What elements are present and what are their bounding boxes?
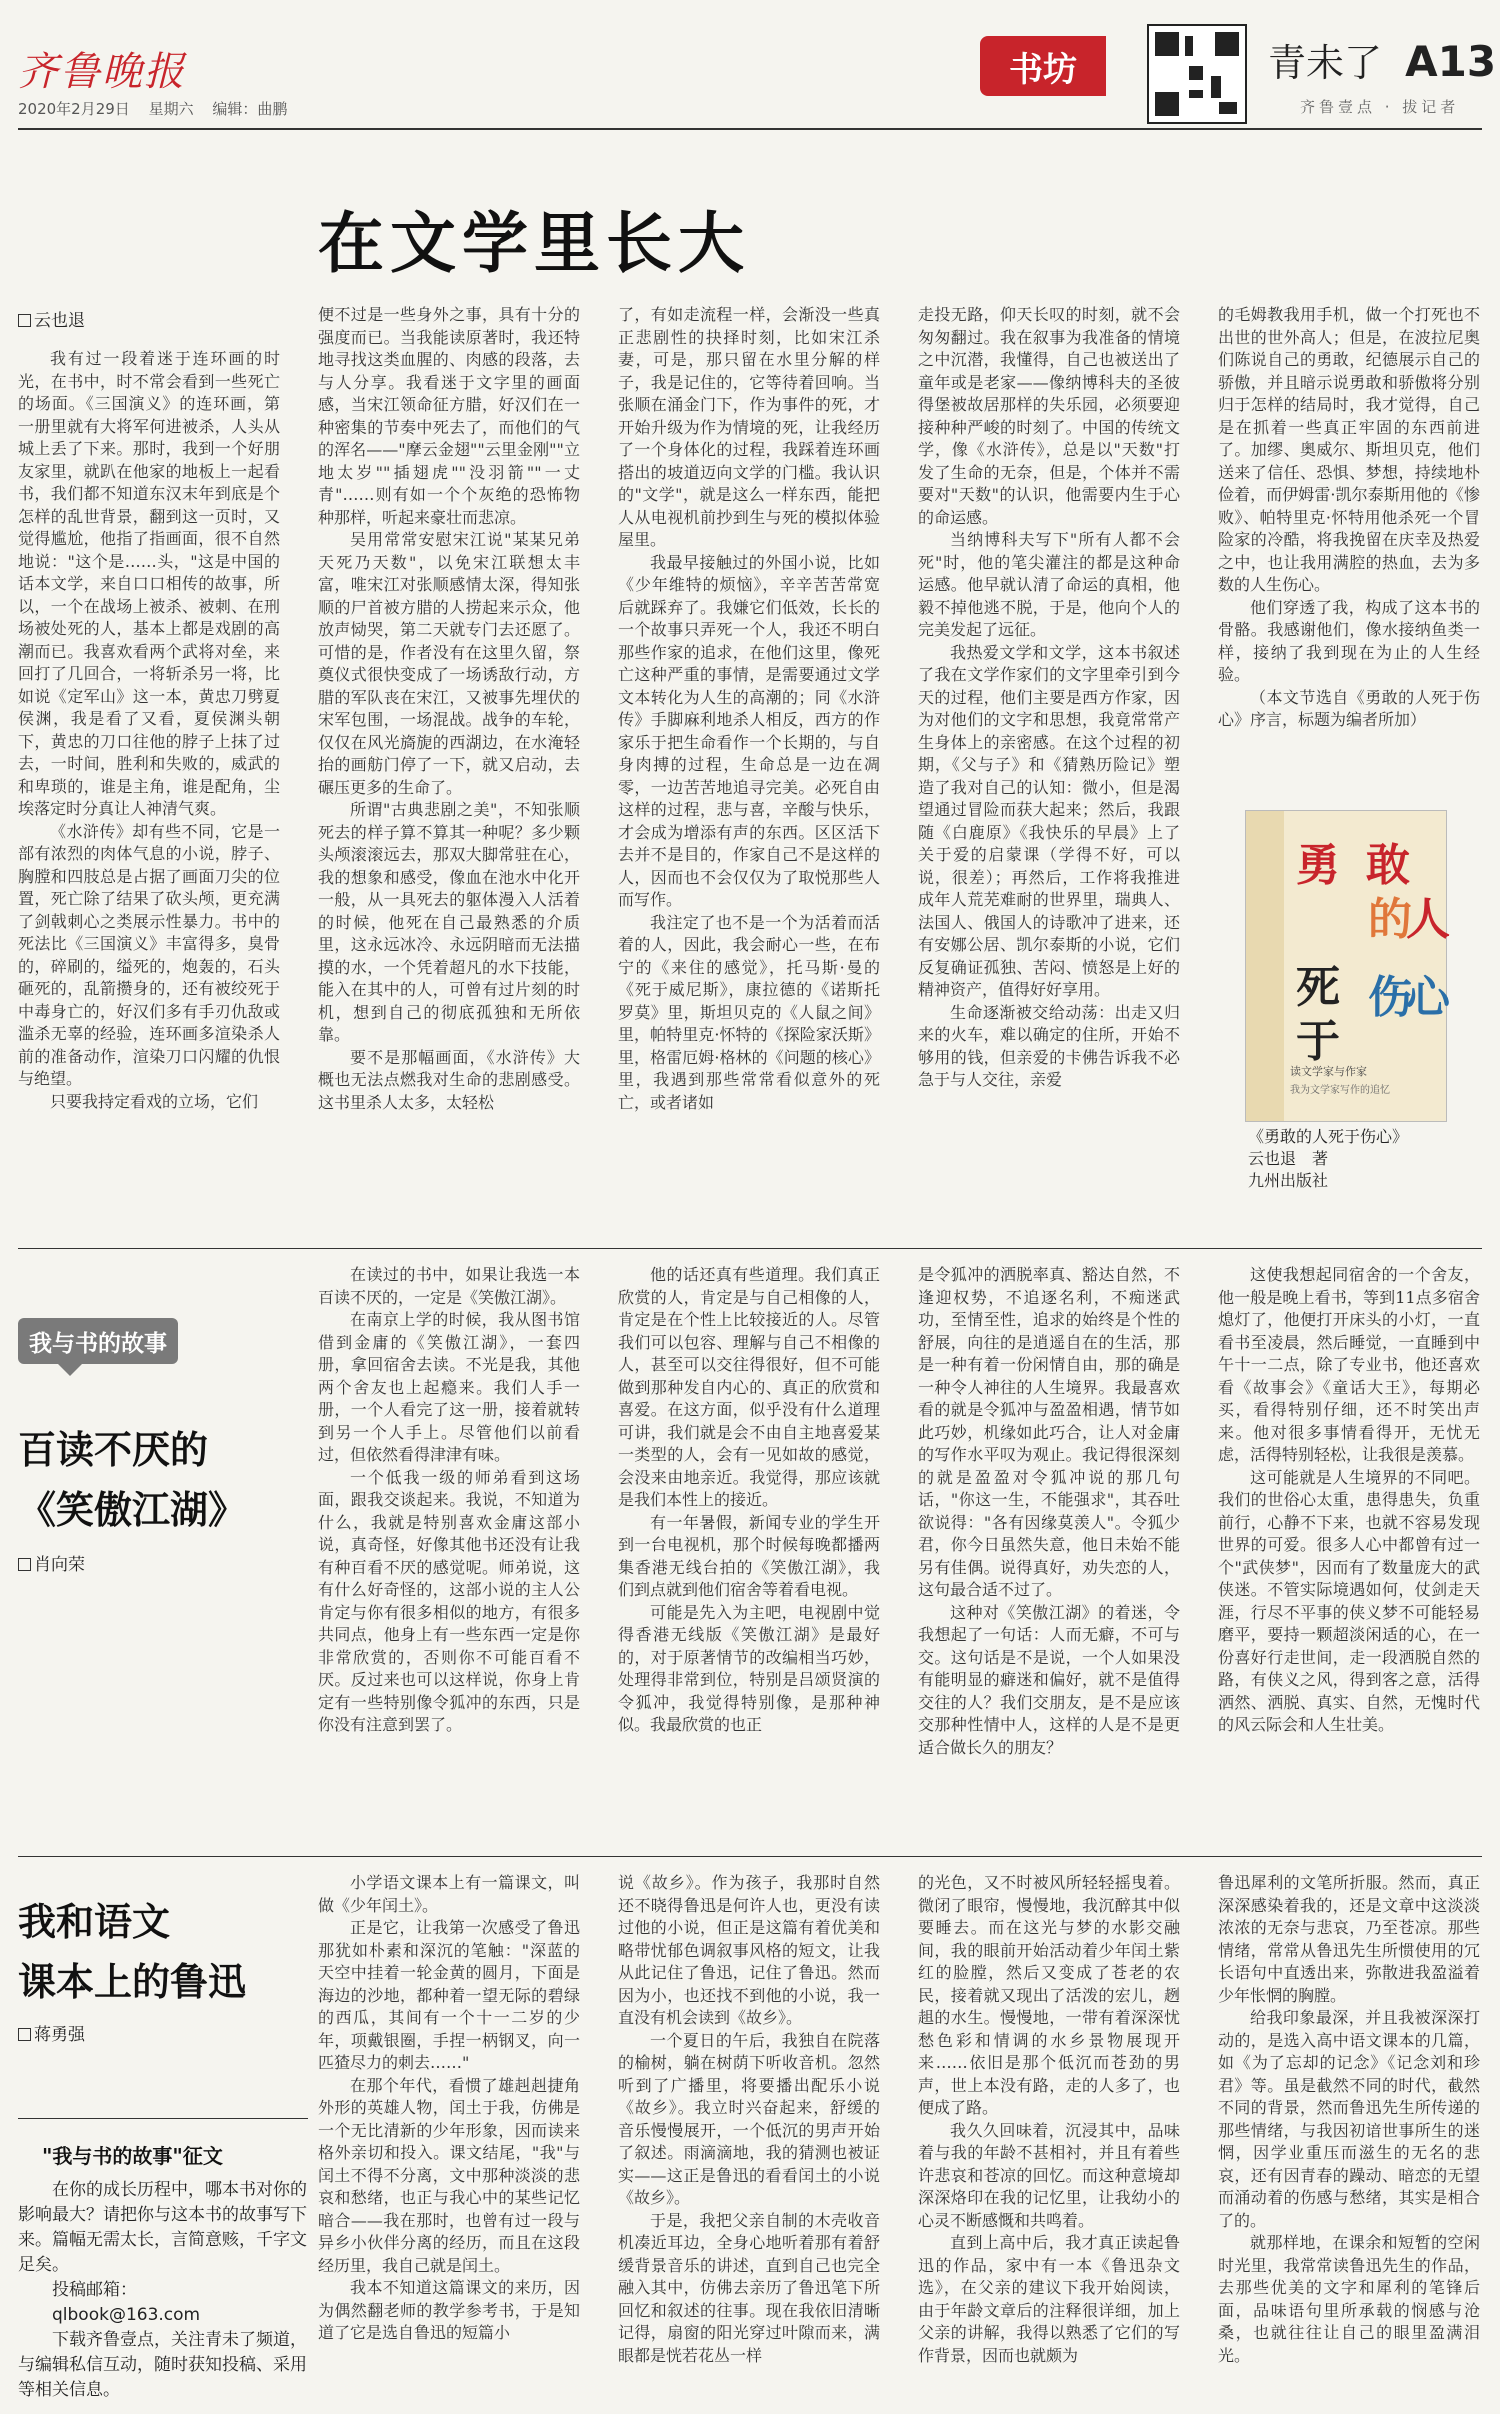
qr-code-icon	[1147, 24, 1247, 124]
paragraph: 所谓"古典悲剧之美"，不知张顺死去的样子算不算其一种呢？多少颗头颅滚滚远去，那双大脚常驻在心，我的想象和感受，像血在池水中化开一般，从一具死去的躯体漫入人活着的时候，他死在自己最熟悉的介质里，这永远冰冷、永远阴暗而无法描摸的水，一个凭着超凡的水下技能，能入在其中的人，可曾有过片刻的时机，想到自己的彻底孤独和无所依靠。	[318, 800, 580, 1044]
brand-tagline: 齐鲁壹点 · 拔记者	[1300, 98, 1460, 116]
brand-name: 青未了	[1268, 41, 1383, 85]
book-caption-author: 云也退 著	[1248, 1149, 1329, 1168]
column-tag-badge: 我与书的故事	[18, 1318, 178, 1364]
page-brand	[1268, 32, 1496, 87]
article2-column-2	[618, 1264, 880, 1828]
paragraph: 《水浒传》却有些不同，它是一部有浓烈的肉体气息的小说，脖子、胸膛和四肢总是占据了画面刀尖的位置，死亡除了结果了砍头颅，更充满了剑戟刺心之类展示性暴力。书中的死法比《三国演义》丰富得多，臭骨的，碎刷的，缢死的，炮轰的，石头砸死的，乱箭攒身的，还有被绞死于中毒身亡的，好汉们多有手刃仇敌或滥杀无辜的经验，连环画多渲染杀人前的准备动作，渲染刀口闪耀的仇恨与绝望。	[18, 821, 280, 1088]
paragraph: 这种对《笑傲江湖》的着迷，令我想起了一句话：人而无癖，不可与交。这句话是不是说，一个人如果没有能明显的癖迷和偏好，就不是值得交往的人？我们交朋友，是不是应该交那种性情中人，这样的人是不是更适合做长久的朋友？	[918, 1602, 1180, 1757]
paragraph: 的毛姆教我用手机，做一个打死也不出世的世外高人；但是，在波拉尼奥们陈说自己的勇敢，纪德展示自己的骄傲，并且暗示说勇敢和骄傲将分别归于怎样的结局时，我才觉得，自己是在抓着一些真正牢固的东西前进了。加缪、奥威尔、斯坦贝克，他们送来了信任、恐惧、梦想，持续地朴俭着，而伊姆雷·凯尔泰斯用他的《惨败》、帕特里克·怀特用他杀死一个冒险家的冷酷，将我挽留在庆幸及热爱之中，也让我用满腔的热血，去为多数的人生伤心。	[1218, 305, 1480, 594]
section-rule	[18, 1248, 1482, 1249]
article3-title-line-1: 我和语文	[18, 1900, 171, 1944]
article2-column-3	[918, 1264, 1180, 1828]
paragraph: 生命逐渐被交给动荡：出走又归来的火车，难以确定的住所，开始不够用的钱，但亲爱的卡佛告诉我不必急于与人交往，亲爱	[918, 1002, 1180, 1089]
notice-text: 在你的成长历程中，哪本书对你的影响最大？请把你与这本书的故事写下来。篇幅无需太长，言简意赅，千字文足矣。	[18, 2180, 307, 2275]
section-badge: 书坊	[980, 36, 1106, 96]
paragraph: 在南京上学的时候，我从图书馆借到金庸的《笑傲江湖》，一套四册，拿回宿舍去读。不光是我，其他两个舍友也上起瘾来。我们人手一册，一个人看完了这一册，接着就转到另一个人手上。尽管他们以前看过，但依然看得津津有味。	[318, 1310, 580, 1464]
article2-byline: 肖向荣	[18, 1550, 85, 1575]
article3-column-2	[618, 1872, 880, 2396]
article3-column-1	[318, 1872, 580, 2396]
article1-byline: 云也退	[18, 306, 85, 331]
book-cover-note: 我为文学家写作的追忆	[1290, 1085, 1390, 1096]
article1-column-1	[18, 348, 280, 1220]
notice-title: "我与书的故事"征文	[42, 2144, 223, 2168]
paragraph: 正是它，让我第一次感受了鲁迅那犹如朴素和深沉的笔触："深蓝的天空中挂着一轮金黄的圆月，下面是海边的沙地，都种着一望无际的碧绿的西瓜，其间有一个十一二岁的少年，项戴银圈，手捏一柄钢叉，向一匹猹尽力的刺去……"	[318, 1918, 580, 2072]
paragraph: 小学语文课本上有一篇课文，叫做《少年闰土》。	[318, 1873, 580, 1915]
notice-footer: 下载齐鲁壹点，关注青未了频道，与编辑私信互动，随时获知投稿、采用等相关信息。	[18, 2330, 307, 2400]
article2-title	[18, 1420, 246, 1540]
notice-body	[18, 2178, 318, 2403]
paragraph: 有一年暑假，新闻专业的学生开到一台电视机，那个时候每晚都播两集香港无线台拍的《笑傲江湖》，我们到点就到他们宿舍等着看电视。	[618, 1512, 880, 1599]
paragraph: 便不过是一些身外之事，具有十分的强度而已。当我能读原著时，我还特地寻找这类血腥的、肉感的段落，去与人分享。我看迷于文字里的画面感，当宋江领命征方腊，好汉们在一种密集的节奏中死去了，而他们的气的浑名——"摩云金翅""云里金刚""立地太岁""插翅虎""没羽箭""一丈青"……则有如一个个灰绝的恐怖物种那样，听起来豪壮而悲凉。	[318, 305, 580, 527]
book-cover-image: 勇 敢 的 人 死 于 伤 心 读文学家与作家 我为文学家写作的追忆	[1245, 810, 1447, 1122]
paragraph: 我注定了也不是一个为活着而活着的人，因此，我会耐心一些，在布宁的《来住的感觉》，托马斯·曼的《死于威尼斯》，康拉德的《诺斯托罗莫》里，斯坦贝克的《人鼠之间》里，帕特里克·怀特的《探险家沃斯》里，格雷厄姆·格林的《问题的核心》里，我遇到那些常常看似意外的死亡，或者诸如	[618, 912, 880, 1112]
book-caption-title: 《勇敢的人死于伤心》	[1248, 1127, 1409, 1146]
paragraph: 走投无路，仰天长叹的时刻，就不会匆匆翻过。我在叙事为我准备的情境之中沉潜，我懂得，自己也被送出了童年或是老家——像纳博科夫的圣彼得堡被故居那样的失乐园，必须要迎接种种严峻的时刻了。中国的传统文学，像《水浒传》，总是以"天数"打发了生命的无奈，但是，个体并不需要对"天数"的认识，他需要内生于心的命运感。	[918, 305, 1180, 527]
book-caption-publisher: 九州出版社	[1248, 1171, 1329, 1190]
article3-byline: 蒋勇强	[18, 2020, 85, 2045]
paragraph: 这可能就是人生境界的不同吧。我们的世俗心太重，患得患失，负重前行，心静不下来，也就不容易发现世界的可爱。很多人心中都曾有过一个"武侠梦"，因而有了数量庞大的武侠迷。不管实际境遇如何，仗剑走天涯，行尽不平事的侠义梦不可能轻易磨平，要持一颗超淡闲适的心，在一份喜好行走世间，走一段洒脱自然的路，有侠义之风，得到客之意，活得洒然、洒脱、真实、自然，无愧时代的风云际会和人生壮美。	[1218, 1467, 1480, 1734]
paragraph: 我本不知道这篇课文的来历，因为偶然翻老师的教学参考书，于是知道了它是选自鲁迅的短篇小	[318, 2278, 580, 2342]
book-cover-subtitle: 读文学家与作家	[1290, 1065, 1367, 1078]
paragraph: 我热爱文学和文学，这本书叙述了我在文学作家们的文字里牵引到今天的过程，他们主要是西方作家，因为对他们的文字和思想，我竟常常产生身体上的亲密感。在这个过程的初期，《父与子》和《猜熟历险记》塑造了我对自己的认知：微小，但是渴望通过冒险而获大起来；然后，我跟随《白鹿原》《我快乐的早晨》上了关于爱的启蒙课（学得不好，可以说，很差）；再然后，工作将我推进成年人荒芜难耐的世界里，瑞典人、法国人、俄国人的诗歌冲了进来，还有安娜公居、凯尔泰斯的小说，它们反复确证孤独、苦闷、愤怒是上好的精神资产，值得好好享用。	[918, 642, 1180, 999]
masthead-logo: 齐鲁晚报	[18, 49, 186, 95]
paragraph: 在那个年代，看惯了雄赳赳捷角外形的英雄人物，闰土于我，仿佛是一个无比清新的少年形象，因而读来格外亲切和投入。课文结尾，"我"与闰土不得不分离，文中那种淡淡的悲哀和愁绪，也正与我心中的某些记忆暗合——我在那时，也曾有过一段与异乡小伙伴分离的经历，而且在这段经历里，我自己就是闰土。	[318, 2075, 580, 2275]
notice-email-label: 投稿邮箱：	[52, 2280, 137, 2300]
issue-date: 2020年2月29日	[18, 100, 130, 118]
page-number: A13	[1405, 37, 1497, 86]
article2-column-4	[1218, 1264, 1480, 1828]
paragraph: 他们穿透了我，构成了这本书的骨骼。我感谢他们，像水接纳鱼类一样，接纳了我到现在为止的人生经验。	[1218, 597, 1480, 684]
paragraph: 要不是那幅画面，《水浒传》大概也无法点燃我对生命的悲剧感受。这书里杀人太多，太轻松	[318, 1047, 580, 1112]
paragraph: 一个低我一级的师弟看到这场面，跟我交谈起来。我说，不知道为什么，我就是特别喜欢金庸这部小说，真奇怪，好像其他书还没有让我有种百看不厌的感觉呢。师弟说，这有什么好奇怪的，这部小说的主人公肯定与你有很多相似的地方，有很多共同点，他身上有一些东西一定是你非常欣赏的，否则你不可能百看不厌。反过来也可以这样说，你身上肯定有一些特别像令狐冲的东西，只是你没有注意到罢了。	[318, 1467, 580, 1734]
paragraph: 了，有如走流程一样，会渐没一些真正悲剧性的抉择时刻，比如宋江杀妻，可是，那只留在水里分解的样子，我是记住的，它等待着回响。当张顺在涌金门下，作为事件的死，才开始升级为作为情境的死，让我经历了一个身体化的过程，我踩着连环画搭出的坡道迈向文学的门槛。我认识的"文学"，就是这么一样东西，能把人从电视机前抄到生与死的模拟体验屋里。	[618, 305, 880, 549]
paragraph: 我有过一段着迷于连环画的时光，在书中，时不常会看到一些死亡的场面。《三国演义》的连环画，第一册里就有大将军何进被杀，人头从城上丢了下来。那时，我到一个好朋友家里，就趴在他家的地板上一起看书，我们都不知道东汉末年到底是个怎样的乱世背景，翻到这一页时，又觉得尴尬，他指了指画面，很不自然地说："这个是……头，"这是中国的话本文学，来自口口相传的故事，所以，一个在战场上被杀、被刺、在刑场被处死的人，基本上都是戏剧的高潮而已。我喜欢看两个武将对垒，来回打了几回合，一将斩杀另一将，比如说《定军山》这一本，黄忠刀劈夏侯渊，我是看了又看，夏侯渊头朝下，黄忠的刀口往他的脖子上抹了过去，一时间，胜利和失败的，威武的和卑琐的，谁是主角，谁是配角，尘埃落定时分真让人神清气爽。	[18, 349, 280, 818]
article1-title: 在文学里长大	[318, 205, 750, 282]
paragraph: 我最早接触过的外国小说，比如《少年维特的烦恼》，辛辛苦苦常宽后就踩弃了。我嫌它们低效，长长的一个故事只弄死一个人，我还不明白那些作家的追求，在他们这里，像死亡这种严重的事情，是需要通过文学文本转化为人生的高潮的；同《水浒传》手脚麻利地杀人相反，西方的作家乐于把生命看作一个长期的，与自身肉搏的过程，生命总是一边在凋零，一边苦苦地追寻完美。必死自由这样的过程，悲与喜，辛酸与快乐，才会成为增添有声的东西。区区活下去并不是目的，作家自己不是这样的人，因而也不会仅仅为了取悦那些人而写作。	[618, 552, 880, 909]
source-note: （本文节选自《勇敢的人死于伤心》序言，标题为编者所加）	[1218, 687, 1480, 729]
paragraph: 他的话还真有些道理。我们真正欣赏的人，肯定是与自己相像的人，肯定是在个性上比较接近的人。尽管我们可以包容、理解与自己不相像的人，甚至可以交往得很好，但不可能做到那种发自内心的、真正的欣赏和喜爱。在这方面，似乎没有什么道理可讲，我们就是会不由自主地喜爱某一类型的人，会有一见如故的感觉，会没来由地亲近。我觉得，那应该就是我们本性上的接近。	[618, 1265, 880, 1509]
section-rule	[18, 1856, 1482, 1857]
paragraph: 直到上高中后，我才真正读起鲁迅的作品，家中有一本《鲁迅杂文选》，在父亲的建议下我开始阅读，由于年龄文章后的注释很详细，加上父亲的讲解，我得以熟悉了它们的写作背景，因而也就颇为	[918, 2233, 1180, 2365]
paragraph: 可能是先入为主吧，电视剧中觉得香港无线版《笑傲江湖》是最好的，对于原著情节的改编相当巧妙，处理得非常到位，特别是吕颂贤演的令狐冲，我觉得特别像，是那种神似。我最欣赏的也正	[618, 1602, 880, 1734]
article3-column-3	[918, 1872, 1180, 2396]
book-caption	[1248, 1126, 1478, 1192]
article2-title-line-2: 《笑傲江湖》	[18, 1488, 247, 1532]
header-date-line	[18, 98, 301, 119]
paragraph: 只要我持定看戏的立场，它们	[50, 1091, 259, 1111]
paragraph: 的光色，又不时被风所轻轻摇曳着。微闭了眼帘，慢慢地，我沉醉其中似要睡去。而在这光与梦的水影交融间，我的眼前开始活动着少年闰土紫红的脸膛，然后又变成了苍老的农民，接着就又现出了活泼的宏儿，趔趄的水生。慢慢地，一带有着深深忧愁色彩和情调的水乡景物展现开来……依旧是那个低沉而苍劲的男声，世上本没有路，走的人多了，也便成了路。	[918, 1873, 1180, 2117]
article1-column-3	[618, 304, 880, 1220]
paragraph: 一个夏日的午后，我独自在院落的榆树，躺在树荫下听收音机。忽然听到了广播里，将要播出配乐小说《故乡》。我立时兴奋起来，舒缓的音乐慢慢展开，一个低沉的男声开始了叙述。雨滴滴地，我的猜测也被证实——这正是鲁迅的看看闰土的小说《故乡》。	[618, 2030, 880, 2207]
article1-column-2	[318, 304, 580, 1220]
paragraph: 说《故乡》。作为孩子，我那时自然还不晓得鲁迅是何许人也，更没有读过他的小说，但正是这篇有着优美和略带忧郁色调叙事风格的短文，让我从此记住了鲁迅，记住了鲁迅。然而因为小，也还找不到他的小说，我一直没有机会读到《故乡》。	[618, 1873, 880, 2027]
article1-column-4	[918, 304, 1180, 1220]
article3-title	[18, 1892, 246, 2012]
header-rule	[18, 128, 1482, 130]
article2-title-line-1: 百读不厌的	[18, 1428, 209, 1472]
article3-column-4	[1218, 1872, 1480, 2396]
paragraph: 我久久回味着，沉浸其中，品味着与我的年龄不甚相衬，并且有着些许悲哀和苍凉的回忆。而这种意境却深深烙印在我的记忆里，让我幼小的心灵不断感慨和共鸣着。	[918, 2120, 1180, 2230]
notice-email[interactable]: qlbook@163.com	[52, 2305, 201, 2325]
article2-column-1	[318, 1264, 580, 1828]
article3-title-line-2: 课本上的鲁迅	[18, 1960, 247, 2004]
paragraph: 给我印象最深，并且我被深深打动的，是选入高中语文课本的几篇，如《为了忘却的记念》《记念刘和珍君》等。虽是截然不同的时代，截然不同的背景，然而鲁迅先生所传递的那些情绪，与我因初谙世事所生的迷惘，因学业重压而滋生的无名的悲哀，还有因青春的躁动、暗恋的无望而涌动着的伤感与愁绪，其实是相合了的。	[1218, 2008, 1480, 2230]
paragraph: 当纳博科夫写下"所有人都不会死"时，他的笔尖灌注的都是这种命运感。他早就认清了命运的真相，他毅不掉他逃不脱，于是，他向个人的完美发起了远征。	[918, 530, 1180, 639]
paragraph: 在读过的书中，如果让我选一本百读不厌的，一定是《笑傲江湖》。	[318, 1265, 580, 1307]
paragraph: 吴用常常安慰宋江说"某某兄弟天死乃天数"，以免宋江联想太丰富，唯宋江对张顺感情太深，得知张顺的尸首被方腊的人捞起来示众，他放声恸哭，第二天就专门去还愿了。可惜的是，作者没有在这里久留，祭奠仪式很快变成了一场诱敌行动，方腊的军队丧在宋江，又被事先埋伏的宋军包围，一场混战。战争的车轮，仅仅在风光旖旎的西湖边，在水淹轻抬的画舫门停了一下，就又启动，去碾压更多的生命了。	[318, 530, 580, 797]
notice-rule	[18, 2118, 308, 2119]
paragraph: 这使我想起同宿舍的一个舍友，他一般是晚上看书，等到11点多宿舍熄灯了，他便打开床头的小灯，一直看书至凌晨，然后睡觉，一直睡到中午十一二点，除了专业书，他还喜欢看《故事会》《童话大王》，每期必买，看得特别仔细，还不时笑出声来。他对很多事情看得开，无忧无虑，活得特别轻松，让我很是羡慕。	[1218, 1265, 1480, 1464]
issue-weekday: 星期六	[148, 100, 194, 118]
paragraph: 鲁迅犀利的文笔所折服。然而，真正深深感染着我的，还是文章中这淡淡浓浓的无奈与悲哀，乃至苍凉。那些情绪，常常从鲁迅先生所惯使用的冗长语句中直透出来，弥散进我盈溢着少年怅惘的胸膛。	[1218, 1873, 1480, 2005]
paragraph: 于是，我把父亲自制的木壳收音机凑近耳边，全身心地听着那有着舒缓背景音乐的讲述，直到自己也完全融入其中，仿佛去亲历了鲁迅笔下所回忆和叙述的往事。现在我依旧清晰记得，扇窗的阳光穿过叶隙而来，满眼都是恍若花丛一样	[618, 2210, 880, 2365]
paragraph: 是令狐冲的洒脱率真、豁达自然，不逢迎权势，不追逐名利，不痴迷武功，至情至性，追求的始终是个性的舒展，向往的是逍遥自在的生活，那是一种有着一份闲情自由，那的确是一种令人神往的人生境界。我最喜欢看的就是令狐冲与盈盈相遇，情节如此巧妙，机缘如此巧合，让人对金庸的写作水平叹为观止。我记得很深刻的就是盈盈对令狐冲说的那几句话，"你这一生，不能强求"，其吞吐欲说得："各有因缘莫羡人"。令狐少君，你今日虽然失意，他日未始不能另有佳偶。说得真好，劝失恋的人，这句最合适不过了。	[918, 1265, 1180, 1599]
paragraph: 就那样地，在课余和短暂的空闲时光里，我常常读鲁迅先生的作品，去那些优美的文字和犀利的笔锋后面，品味语句里所承载的悯感与沧桑，也就往往让自己的眼里盈满泪光。	[1218, 2233, 1480, 2365]
article1-column-5	[1218, 304, 1480, 784]
page-editor: 编辑：曲鹏	[212, 100, 288, 118]
